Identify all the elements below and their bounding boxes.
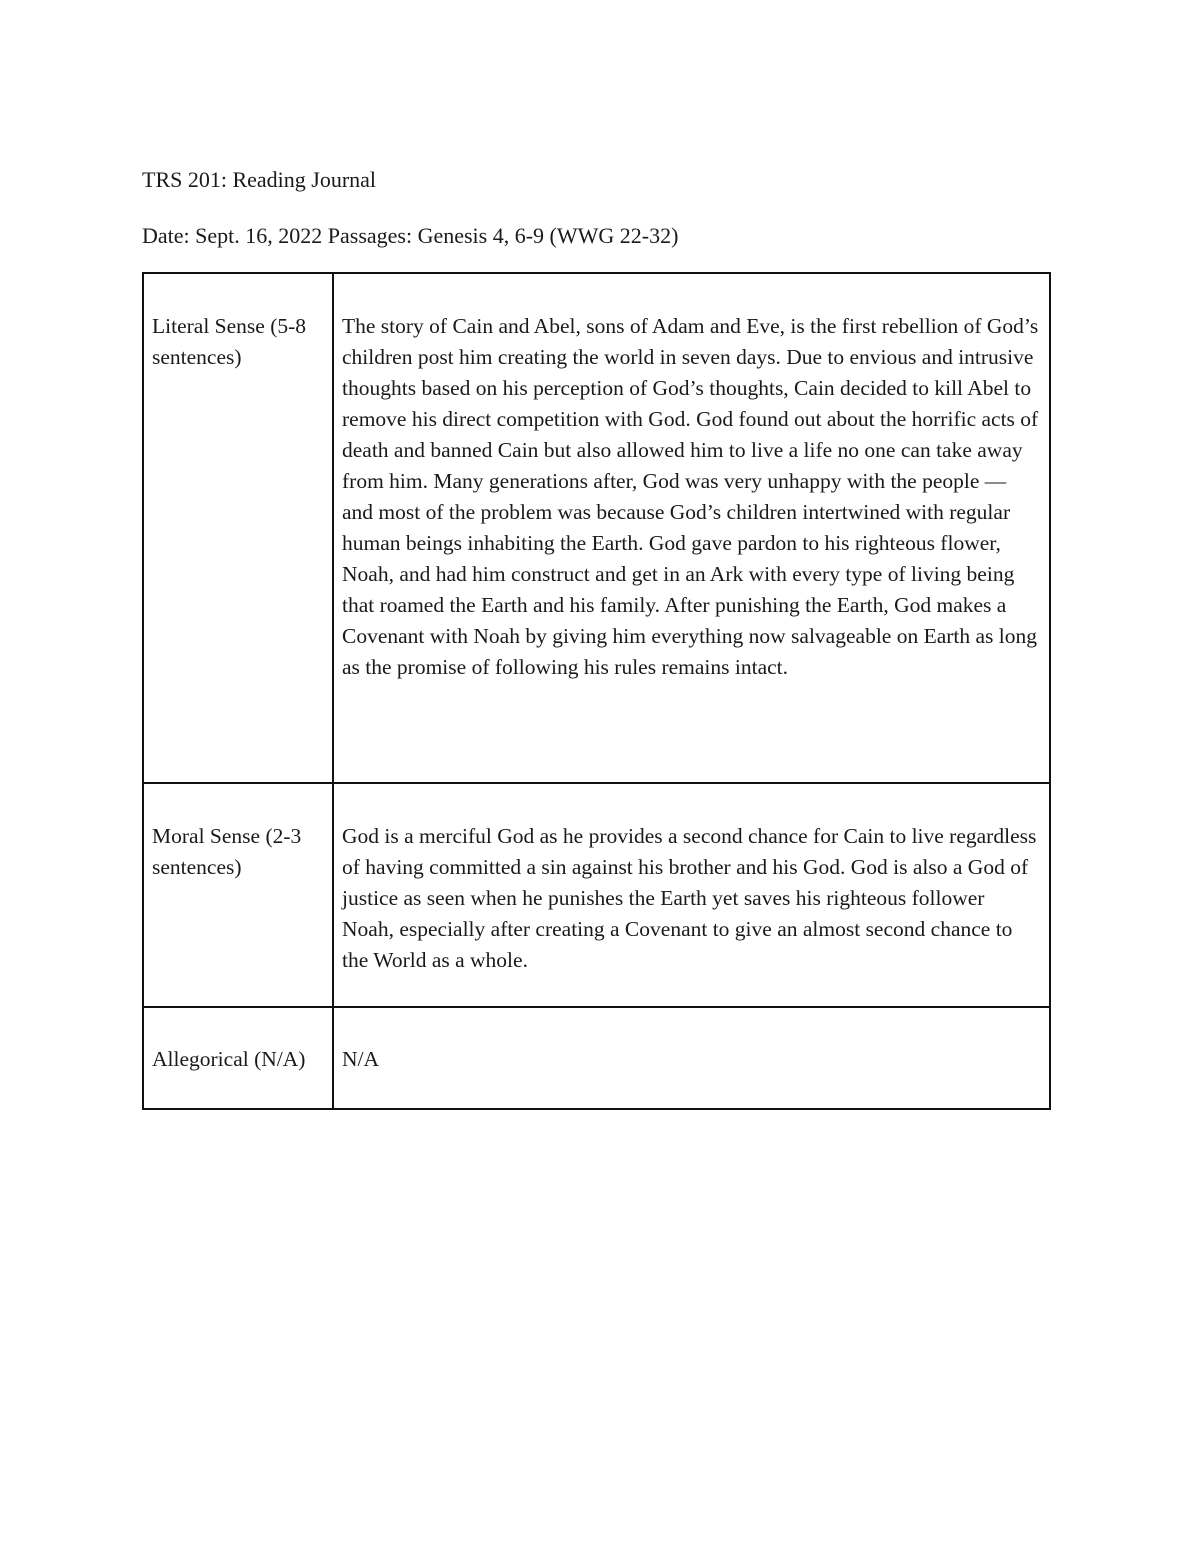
document-title: TRS 201: Reading Journal	[142, 167, 377, 192]
table-row-allegorical	[143, 1007, 1050, 1109]
table-row-literal-sense	[143, 273, 1050, 783]
document-date-passages: Date: Sept. 16, 2022 Passages: Genesis 4, 6-9 (WWG 22-32)	[142, 223, 679, 248]
row-content-literal-sense: The story of Cain and Abel, sons of Adam and Eve, is the first rebellion of God’s children post him creating the world in seven days. Due to envious and intrusive thoughts based on his perception of God’s thoughts, Cain decided to kill Abel to remove his direct competition with God. God found out about the horrific acts of death and banned Cain but also allowed him to live a life no one can take away from him. Many generations after, God was very unhappy with the people — and most of the problem was because God’s children intertwined with regular human beings inhabiting the Earth. God gave pardon to his righteous flower, Noah, and had him construct and get in an Ark with every type of living being that roamed the Earth and his family. After punishing the Earth, God makes a Covenant with Noah by giving him everything now salvageable on Earth as long as the promise of following his rules remains intact.	[333, 273, 1050, 783]
row-label-moral-sense: Moral Sense (2-3 sentences)	[143, 783, 333, 1007]
row-content-allegorical: N/A	[333, 1007, 1050, 1109]
table-row-moral-sense	[143, 783, 1050, 1007]
row-label-literal-sense: Literal Sense (5-8 sentences)	[143, 273, 333, 783]
row-label-allegorical: Allegorical (N/A)	[143, 1007, 333, 1109]
reading-journal-table	[142, 272, 1051, 1110]
row-content-moral-sense: God is a merciful God as he provides a second chance for Cain to live regardless of having committed a sin against his brother and his God. God is also a God of justice as seen when he punishes the Earth yet saves his righteous follower Noah, especially after creating a Covenant to give an almost second chance to the World as a whole.	[333, 783, 1050, 1007]
